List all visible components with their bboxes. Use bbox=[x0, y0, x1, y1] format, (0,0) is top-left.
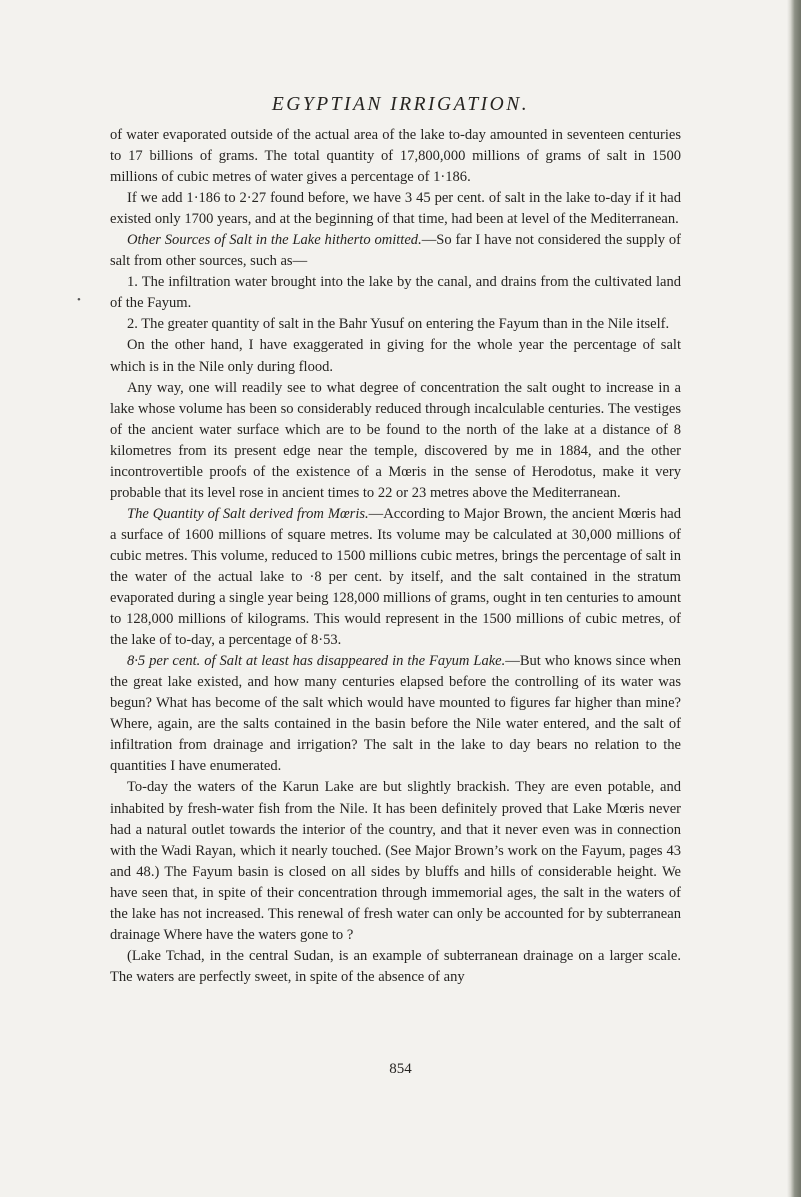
paragraph-text: —But who knows since when the great lake existed, and how many centuries elapsed before the controlling of its water was begun? What has become of the salt which would have mounted to figures far higher than mine? Where, again, are the salts contained in the basin before the Nile water entered, and the salt of infiltration from drainage and irrigation? The salt in the lake to day bears no relation to the quantities I have enumerated. bbox=[110, 653, 681, 775]
paragraph-text: of water evaporated outside of the actual area of the lake to-day amounted in seventeen centuries to 17 billions of grams. The total quantity of 17,800,000 millions of grams of salt in 1500 millions of cubic metres of water gives a percentage of 1·186. bbox=[110, 127, 681, 186]
margin-mark: • bbox=[77, 294, 81, 306]
paragraph-text: 1. The infiltration water brought into the lake by the canal, and drains from the cultivated land of the Fayum. bbox=[110, 274, 681, 312]
paragraph-5 bbox=[110, 314, 681, 335]
page-number: 854 bbox=[389, 1061, 412, 1077]
paragraph-3 bbox=[110, 230, 681, 272]
paragraph-2 bbox=[110, 188, 681, 230]
page-edge-shadow bbox=[787, 0, 801, 1197]
paragraph-10 bbox=[110, 777, 681, 945]
paragraph-6 bbox=[110, 335, 681, 377]
paragraph-4 bbox=[110, 272, 681, 314]
paragraph-text: (Lake Tchad, in the central Sudan, is an example of subterranean drainage on a larger scale. The waters are perfectly sweet, in spite of the absence of any bbox=[110, 947, 681, 985]
paragraph-11 bbox=[110, 946, 681, 988]
paragraph-7 bbox=[110, 378, 681, 504]
paragraph-9 bbox=[110, 651, 681, 777]
paragraph-8 bbox=[110, 504, 681, 651]
paragraph-text: —According to Major Brown, the ancient Mœris had a surface of 1600 millions of square metres. Its volume may be calculated at 30,000 millions of cubic metres. This volume, reduced to 1500 millions cubic metres, brings the percentage of salt in the water of the actual lake to ·8 per cent. by itself, and the salt contained in the stratum evaporated during a single year being 128,000 millions of grams, ought in ten centuries to amount to 128,000 millions of kilograms. This would represent in the 1500 millions of cubic metres, of the lake of to-day, a percentage of 8·53. bbox=[110, 505, 681, 649]
paragraph-text: —So far I have not considered the supply of salt from other sources, such as— bbox=[110, 232, 681, 270]
paragraph-text: To-day the waters of the Karun Lake are but slightly brackish. They are even potable, and inhabited by fresh-water fish from the Nile. It has been definitely proved that Lake Mœris never had a natural outlet towards the interior of the country, and that it never even was in connection with the Wadi Rayan, which it nearly touched. (See Major Brown’s work on the Fayum, pages 43 and 48.) The Fayum basin is closed on all sides by bluffs and hills of considerable height. We have seen that, in spite of their concentration through immemorial ages, the salt in the waters of the lake has not increased. This renewal of fresh water can only be accounted for by subterranean drainage Where have the waters gone to ? bbox=[110, 779, 681, 943]
paragraph-lead: The Quantity of Salt derived from Mœris. bbox=[127, 505, 369, 522]
paragraph-text: 2. The greater quantity of salt in the Bahr Yusuf on entering the Fayum than in the Nile itself. bbox=[127, 316, 670, 333]
paragraph-lead: 8·5 per cent. of Salt at least has disappeared in the Fayum Lake. bbox=[127, 653, 506, 670]
paragraph-text: Any way, one will readily see to what degree of concentration the salt ought to increase in a lake whose volume has been so considerably reduced through incalculable centuries. The vestiges of the ancient water surface which are to be found to the north of the lake at a distance of 8 kilometres from its present edge near the temple, discovered by me in 1884, and the other incontrovertible proofs of the existence of a Mœris in the sense of Herodotus, make it very probable that its level rose in ancient times to 22 or 23 metres above the Mediterranean. bbox=[110, 379, 681, 501]
paragraph-1 bbox=[110, 125, 681, 188]
paragraph-text: If we add 1·186 to 2·27 found before, we have 3 45 per cent. of salt in the lake to-day if it had existed only 1700 years, and at the beginning of that time, had been at level of the Mediterranean. bbox=[110, 190, 681, 228]
paragraph-lead: Other Sources of Salt in the Lake hitherto omitted. bbox=[127, 232, 422, 249]
body-text bbox=[110, 125, 681, 988]
running-header: EGYPTIAN IRRIGATION. bbox=[271, 94, 530, 115]
paragraph-text: On the other hand, I have exaggerated in giving for the whole year the percentage of salt which is in the Nile only during flood. bbox=[110, 337, 681, 375]
